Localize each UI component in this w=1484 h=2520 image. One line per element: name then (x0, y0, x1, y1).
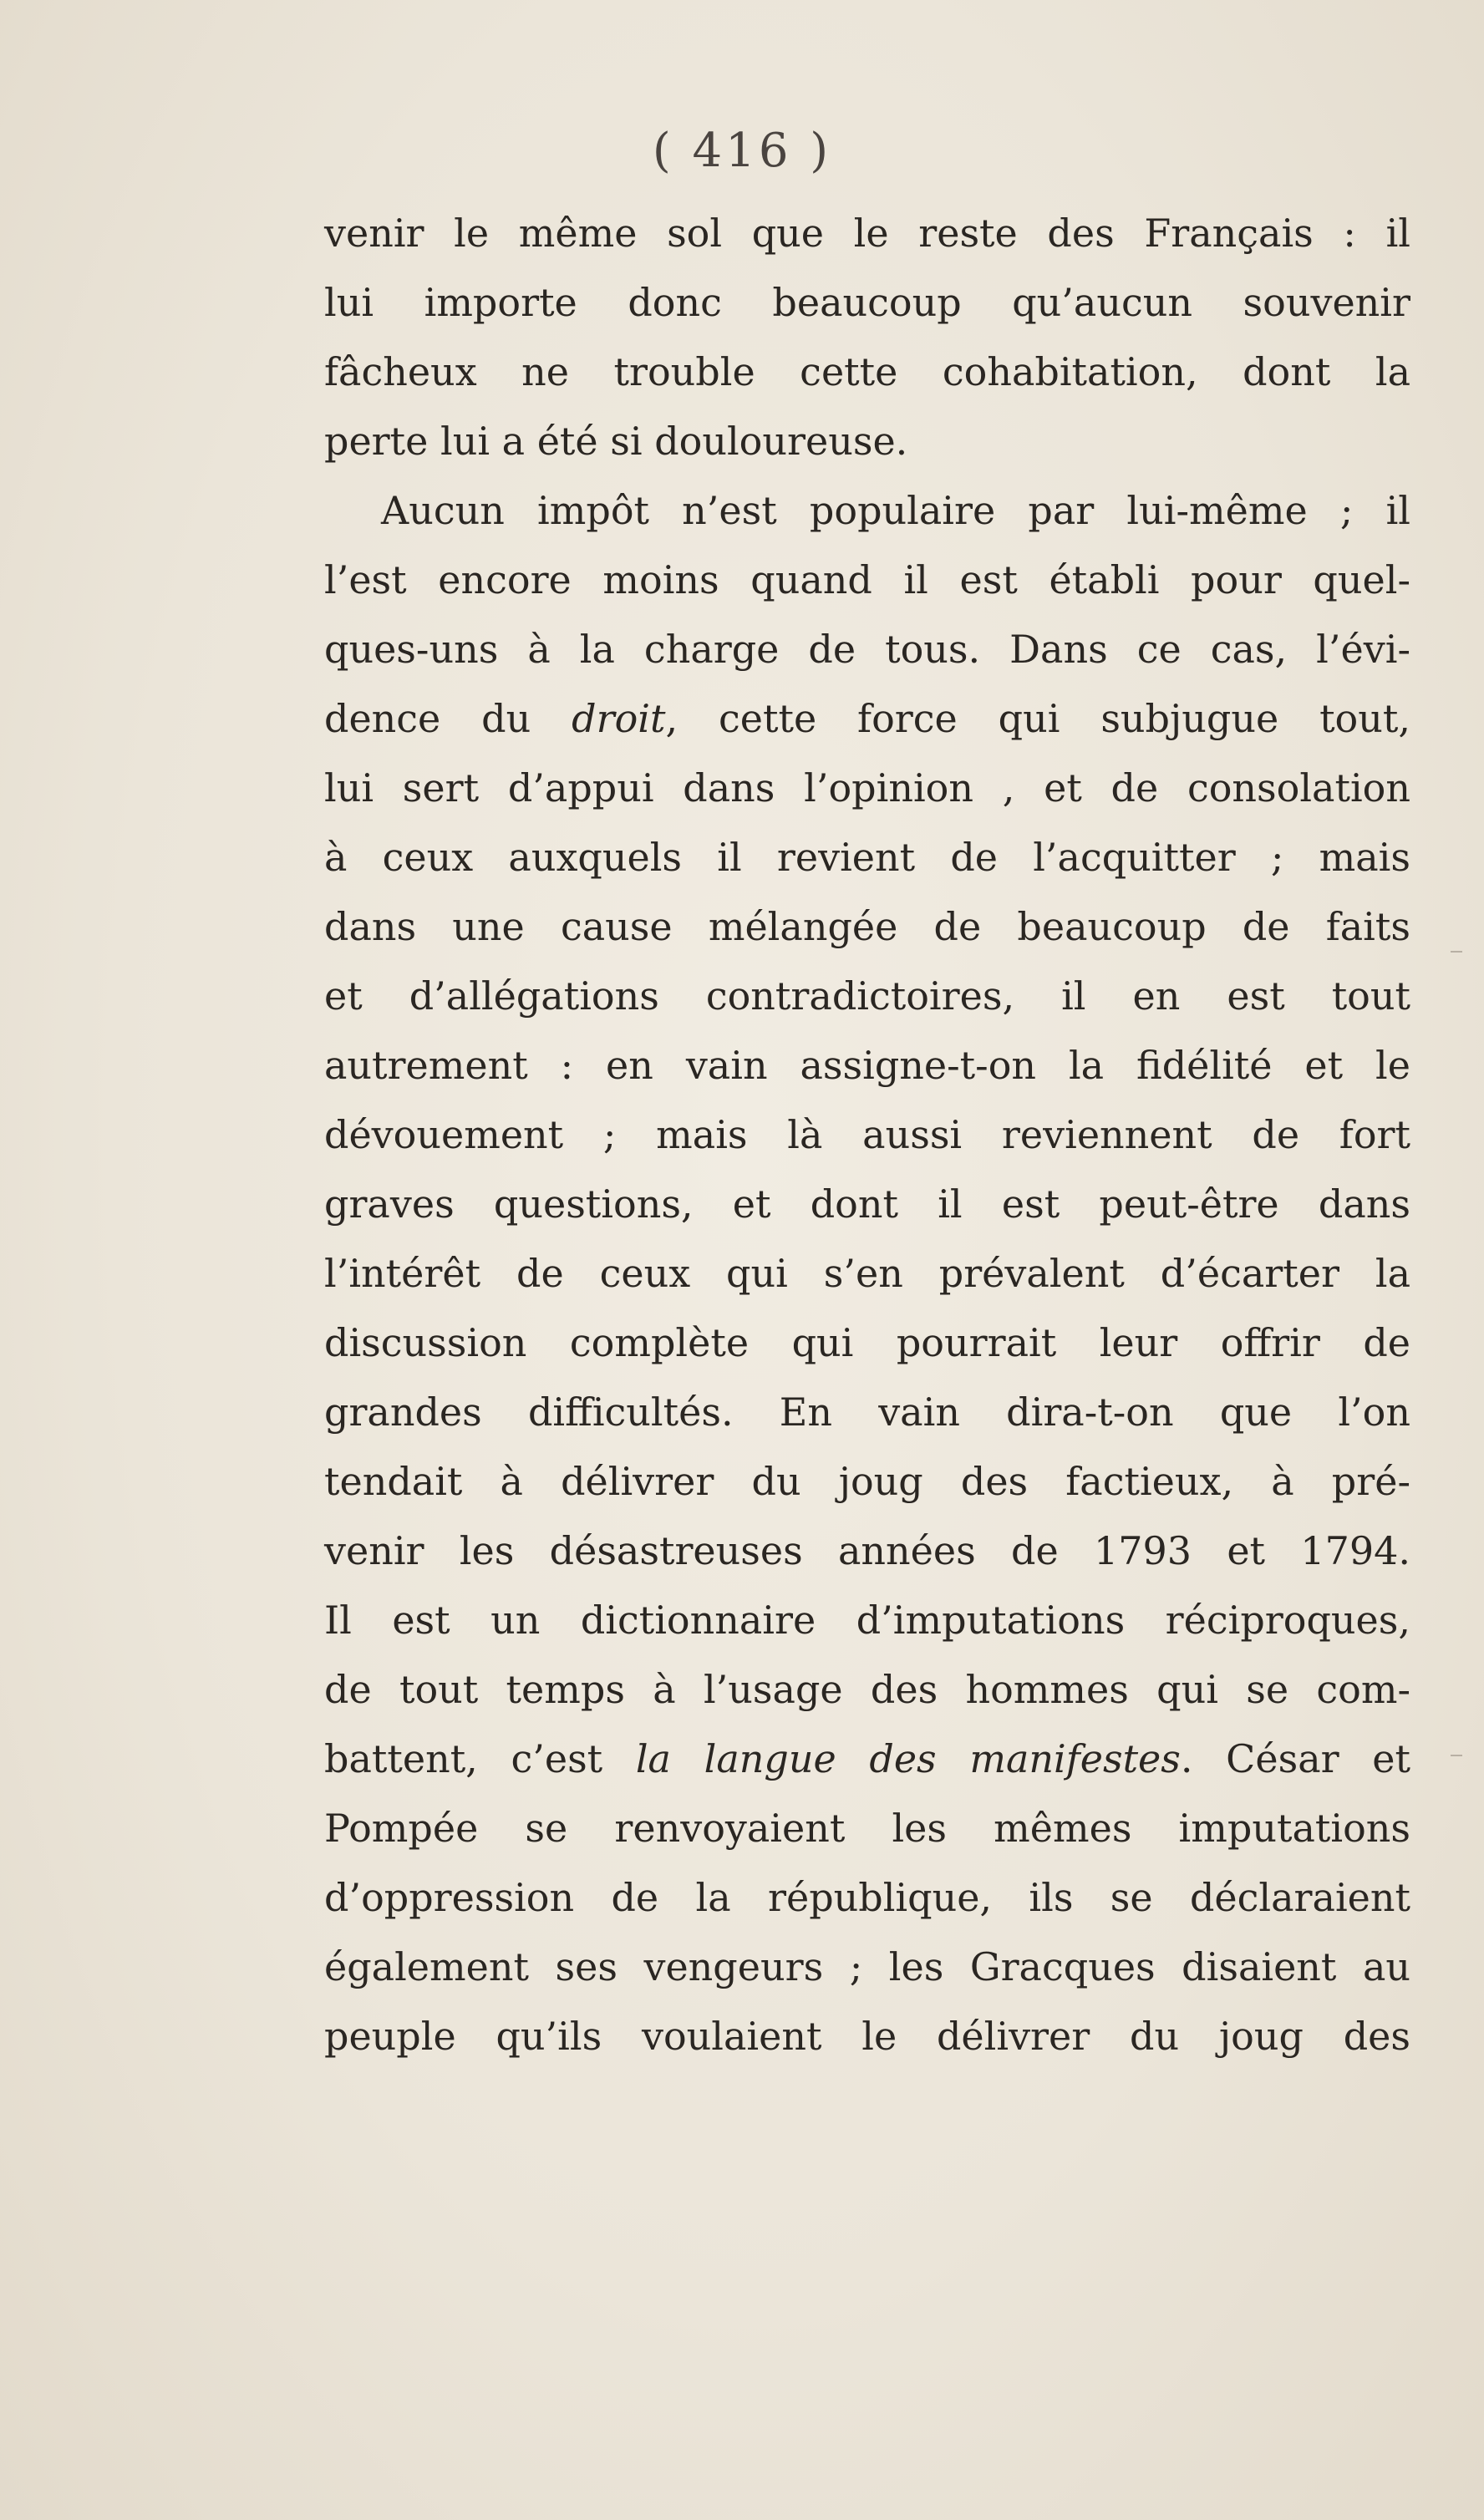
text-line: venir les désastreuses années de 1793 et 1794. (324, 1528, 1410, 1573)
text-line: l’est encore moins quand il est établi pour quel- (324, 557, 1410, 602)
text-line: tendait à délivrer du joug des factieux, à pré- (324, 1459, 1410, 1504)
text-line: lui importe donc beaucoup qu’aucun souvenir (324, 280, 1410, 325)
text-line: Il est un dictionnaire d’imputations réciproques, (324, 1598, 1410, 1643)
text-line: de tout temps à l’usage des hommes qui se com- (324, 1667, 1410, 1712)
text-line: dévouement ; mais là aussi reviennent de fort (324, 1112, 1410, 1157)
text-line (324, 1725, 1410, 1794)
italic-word: droit (572, 696, 666, 741)
text-line: à ceux auxquels il revient de l’acquitter ; mais (324, 835, 1410, 880)
text-line: autrement : en vain assigne-t-on la fidélité et le (324, 1043, 1410, 1088)
text-line: également ses vengeurs ; les Gracques disaient au (324, 1944, 1410, 1989)
body-text (324, 199, 1410, 2071)
text-line: perte lui a été si douloureuse. (324, 419, 908, 464)
text-line: peuple qu’ils voulaient le délivrer du joug des (324, 2014, 1410, 2059)
text-line: d’oppression de la république, ils se déclaraient (324, 1875, 1410, 1920)
text-run: , cette force qui subjugue tout, (665, 696, 1410, 741)
text-line: fâcheux ne trouble cette cohabitation, dont la (324, 349, 1410, 394)
text-run: dence du (324, 696, 572, 741)
text-run: battent, c’est (324, 1736, 636, 1781)
margin-mark (1451, 1755, 1462, 1756)
text-line: Pompée se renvoyaient les mêmes imputations (324, 1806, 1410, 1851)
text-line (324, 684, 1410, 754)
page-number: ( 416 ) (652, 124, 832, 178)
text-line: venir le même sol que le reste des Français : il (324, 211, 1410, 256)
margin-mark (1451, 951, 1462, 953)
text-line: dans une cause mélangée de beaucoup de faits (324, 904, 1410, 949)
text-run: . César et (1180, 1736, 1411, 1781)
text-line: ques-uns à la charge de tous. Dans ce cas, l’évi- (324, 627, 1410, 672)
text-line: grandes difficultés. En vain dira-t-on que l’on (324, 1390, 1410, 1435)
text-line: graves questions, et dont il est peut-être dans (324, 1181, 1410, 1227)
text-line: et d’allégations contradictoires, il en est tout (324, 973, 1410, 1019)
italic-phrase: la langue des manifestes (635, 1736, 1181, 1781)
text-line: Aucun impôt n’est populaire par lui-même ; il (381, 488, 1410, 533)
text-line: discussion complète qui pourrait leur offrir de (324, 1320, 1410, 1365)
text-line: lui sert d’appui dans l’opinion , et de consolation (324, 765, 1410, 810)
text-line: l’intérêt de ceux qui s’en prévalent d’écarter la (324, 1251, 1410, 1296)
